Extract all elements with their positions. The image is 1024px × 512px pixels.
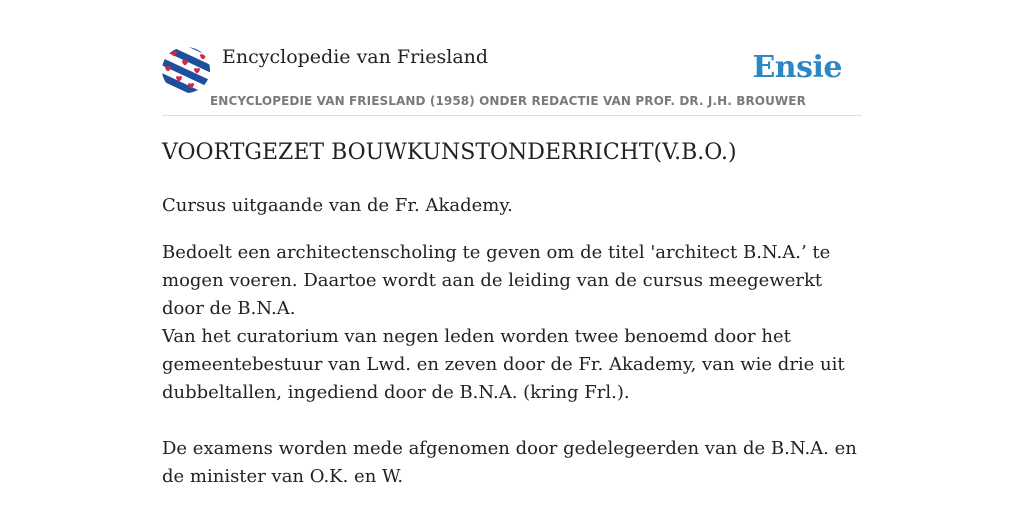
ensie-logo[interactable]: Ensie [752,50,842,85]
article-title: VOORTGEZET BOUWKUNSTONDERRICHT(V.B.O.) [162,140,737,165]
friesland-flag-icon[interactable] [162,47,210,93]
article-paragraph-3: Van het curatorium van negen leden worden twee benoemd door het gemeentebestuur van Lwd. en zeven door de Fr. Akademy, van wie drie uit dubbeltallen, ingediend door de B.N.A. (kring Frl.). [162,326,845,403]
article-paragraph-1: Cursus uitgaande van de Fr. Akademy. [162,195,513,216]
article-paragraph-2: Bedoelt een architectenscholing te geven om de titel 'architect B.N.A.’ te mogen voeren. Daartoe wordt aan de leiding van de cursus meegewerkt door de B.N.A. [162,242,831,319]
encyclopedia-subtitle: ENCYCLOPEDIE VAN FRIESLAND (1958) ONDER REDACTIE VAN PROF. DR. J.H. BROUWER [210,94,806,108]
article-paragraph-4: De examens worden mede afgenomen door gedelegeerden van de B.N.A. en de minister van O.K. en W. [162,438,857,487]
site-title[interactable]: Encyclopedie van Friesland [222,46,489,68]
header-divider [162,115,862,116]
